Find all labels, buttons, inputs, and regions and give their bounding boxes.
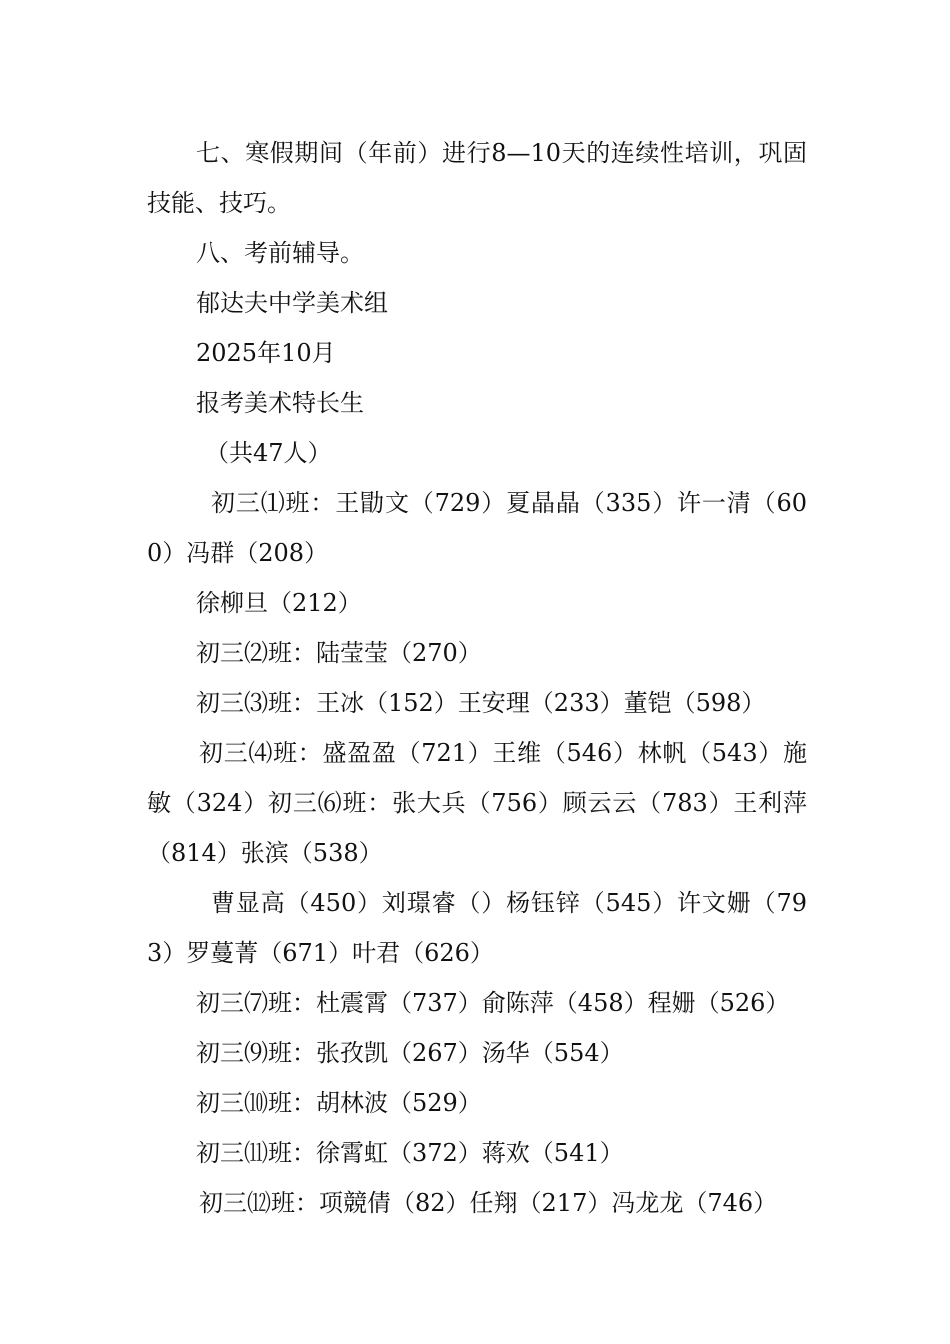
class-list-6-continued: 曹显高（450）刘璟睿（）杨钰锌（545）许文姗（793）罗蔓菁（671）叶君（626） (147, 889, 807, 967)
student-count: （共47人） (205, 439, 332, 467)
paragraph-winter-training: 七、寒假期间（年前）进行8—10天的连续性培训，巩固技能、技巧。 (147, 139, 807, 217)
class-list-12: 初三⑿班：项競倩（82）任翔（217）冯龙龙（746） (199, 1189, 778, 1217)
class-list-10: 初三⑽班：胡林波（529） (196, 1089, 482, 1117)
class-list-4-and-6: 初三⑷班：盛盈盈（721）王维（546）林帆（543）施敏（324）初三⑹班：张大兵（756）顾云云（783）王利萍（814）张滨（538） (147, 739, 807, 867)
paragraph-exam-tutoring: 八、考前辅导。 (196, 239, 364, 267)
document-body (147, 128, 807, 1228)
section-title: 报考美术特长生 (196, 389, 364, 417)
class-list-3: 初三⑶班：王冰（152）王安理（233）董铠（598） (196, 689, 766, 717)
class-list-11: 初三⑾班：徐霄虹（372）蒋欢（541） (196, 1139, 624, 1167)
signature-organization: 郁达夫中学美术组 (196, 289, 388, 317)
class-list-1: 初三⑴班：王勖文（729）夏晶晶（335）许一清（600）冯群（208） (147, 489, 807, 567)
signature-date: 2025年10月 (196, 339, 336, 367)
class-list-7: 初三⑺班：杜震霄（737）俞陈萍（458）程姗（526） (196, 989, 790, 1017)
class-list-2: 初三⑵班：陆莹莹（270） (196, 639, 482, 667)
class-list-9: 初三⑼班：张孜凯（267）汤华（554） (196, 1039, 624, 1067)
class-list-1-continued: 徐柳旦（212） (196, 589, 362, 617)
